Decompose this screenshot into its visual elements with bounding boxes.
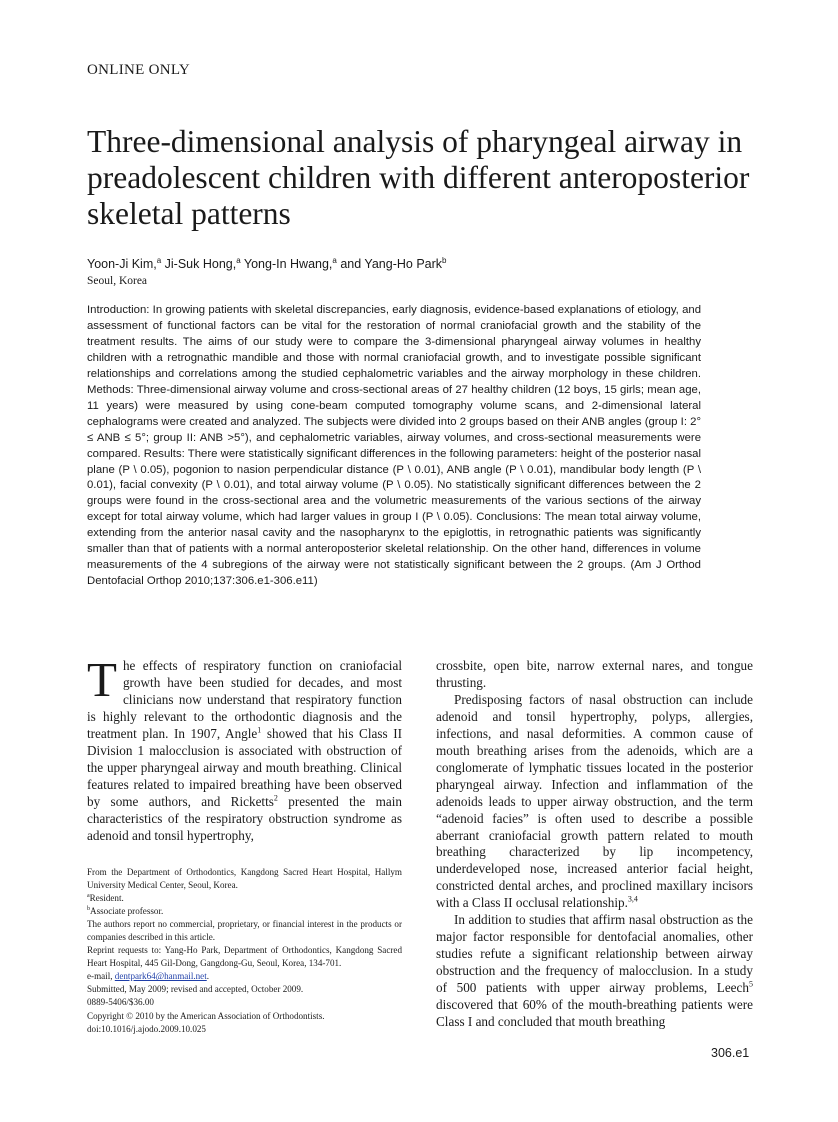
footnote-issn: 0889-5406/$36.00: [87, 997, 154, 1008]
body-text: Predisposing factors of nasal obstruction can include adenoid and tonsil hypertrophy, polyps, allergies, infections, and nasal deformities. A common cause of mouth breathing arises from the adenoids, which are a conglomerate of lymphatic tissues located in the posterior pharyngeal airway. Infection and inflammation of the adenoids leads to upper airway obstruction, and the term “adenoid facies” is often used to describe a possible aberrant craniofacial growth pattern related to mouth breathing characterized by lip incompetency, underdeveloped nose, increased anterior facial height, constricted dental arches, and proclined maxillary incisors with a Class II occlusal relationship.: [436, 691, 753, 911]
article-title: Three-dimensional analysis of pharyngeal airway in preadolescent children with different anteroposterior skeletal patterns: [87, 124, 750, 231]
footnote-conflict: The authors report no commercial, proprietary, or financial interest in the products or companies described in this article.: [87, 919, 402, 943]
body-text: discovered that 60% of the mouth-breathing patients were Class I and concluded that mouth breathing: [436, 997, 753, 1030]
affiliation-mark: b: [442, 256, 447, 265]
footnote-text: Resident.: [89, 893, 124, 904]
footnote-email: [87, 970, 402, 983]
footnote-doi: doi:10.1016/j.ajodo.2009.10.025: [87, 1023, 206, 1034]
body-paragraph: [436, 912, 753, 1031]
footnote-mark: b: [87, 906, 90, 913]
reference-mark[interactable]: 3,4: [627, 894, 638, 904]
body-paragraph: [436, 692, 753, 912]
body-paragraph: [87, 652, 403, 844]
footnote-reprint: Reprint requests to: Yang-Ho Park, Department of Orthodontics, Kangdong Sacred Heart Hospital, 445 Gil-Dong, Gangdong-Gu, Seoul, Korea, 134-701.: [87, 945, 402, 969]
affiliation-mark: a: [236, 256, 241, 265]
email-end: .: [206, 971, 210, 982]
body-text: showed that his Class II Division 1 malocclusion is associated with obstruction of the upper pharyngeal airway and mouth breathing. Clinical features related to impaired breathing have been observed by some authors, and Ricketts: [87, 725, 402, 809]
author-name: and Yang-Ho Park: [336, 257, 443, 272]
page-number: 306.e1: [711, 1046, 750, 1060]
footnote-copyright: Copyright © 2010 by the American Association of Orthodontists.: [87, 1010, 325, 1021]
affiliation-mark: a: [332, 256, 337, 265]
reference-mark[interactable]: 2: [273, 793, 278, 803]
author-name: Ji-Suk Hong,: [161, 257, 237, 272]
footnote-b: [87, 905, 402, 918]
email-link[interactable]: dentpark64@hanmail.net: [114, 971, 207, 982]
body-column-right: [436, 658, 753, 1031]
abstract: Introduction: In growing patients with skeletal discrepancies, early diagnosis, evidence-based explanations of etiology, and assessment of functional factors can be vital for the restoration of normal craniofacial growth and the stability of the treatment results. The aims of our study were to compare the 3-dimensional pharyngeal airway volumes in healthy children with a retrognathic mandible and those with normal craniofacial growth, and to investigate possible significant relationships and correlations among the studied cephalometric variables and the airway morphology in these children. Methods: Three-dimensional airway volume and cross-sectional areas of 27 healthy children (12 boys, 15 girls; mean age, 11 years) were measured by using cone-beam computed tomography volume scans, and 2-dimensional lateral cephalograms were created and analyzed. The subjects were divided into 2 groups based on their ANB angles (group I: 2° ≤ ANB ≤ 5°; group II: ANB >5°), and cephalometric variables, airway volumes, and cross-sectional measurements were compared. Results: There were statistically significant differences in the following parameters: height of the posterior nasal plane (P \ 0.05), pogonion to nasion perpendicular distance (P \ 0.01), ANB angle (P \ 0.01), mandibular body length (P \ 0.01), facial convexity (P \ 0.01), and total airway volume (P \ 0.05). No statistically significant differences between the 2 groups were found in the cross-sectional area and the volumetric measurements of the various sections of the airway except for total airway volume, which had larger values in group I (P \ 0.05). Conclusions: The mean total airway volume, extending from the anterior nasal cavity and the nasopharynx to the epiglottis, in retrognathic patients was significantly smaller than that of patients with a normal anteroposterior skeletal relationship. On the other hand, differences in volume measurements of the 4 subregions of the airway were not statistically significant between the 2 groups. (Am J Orthod Dentofacial Orthop 2010;137:306.e1-306.e11): [87, 304, 701, 588]
body-text: he effects of respiratory function on craniofacial growth have been studied for decades, and most clinicians now understand that respiratory function is highly relevant to the orthodontic diagnosis and the treatment plan. In 1907, Angle: [87, 658, 402, 741]
author-name: Yong-In Hwang,: [240, 257, 333, 272]
body-text: presented the main characteristics of the respiratory obstruction syndrome as adenoid and tonsil hypertrophy,: [87, 793, 403, 843]
affiliation-mark: a: [156, 256, 162, 265]
footnote-mark: a: [87, 893, 90, 900]
footnote-submitted: Submitted, May 2009; revised and accepted, October 2009.: [87, 984, 304, 995]
section-label: ONLINE ONLY: [87, 62, 191, 78]
footnotes: [87, 866, 402, 1036]
body-column-left: [87, 652, 403, 844]
email-label: e-mail,: [87, 971, 115, 982]
drop-cap: T: [87, 652, 117, 707]
author-name: Yoon-Ji Kim,: [87, 257, 157, 272]
footnote-text: Associate professor.: [90, 906, 164, 917]
author-list: [87, 256, 446, 271]
body-text: In addition to studies that affirm nasal obstruction as the major factor responsible for dentofacial anomalies, other studies refute a significant relationship between airway obstruction and the frequency of malocclusion. In a study of 500 patients with upper airway problems, Leech: [436, 912, 753, 996]
reference-mark[interactable]: 1: [257, 725, 262, 735]
reference-mark[interactable]: 5: [749, 979, 753, 989]
body-paragraph: crossbite, open bite, narrow external nares, and tongue thrusting.: [436, 658, 753, 690]
author-location: Seoul, Korea: [87, 275, 148, 287]
footnote-a: [87, 892, 402, 905]
footnote-department: From the Department of Orthodontics, Kangdong Sacred Heart Hospital, Hallym University Medical Center, Seoul, Korea.: [87, 867, 402, 891]
